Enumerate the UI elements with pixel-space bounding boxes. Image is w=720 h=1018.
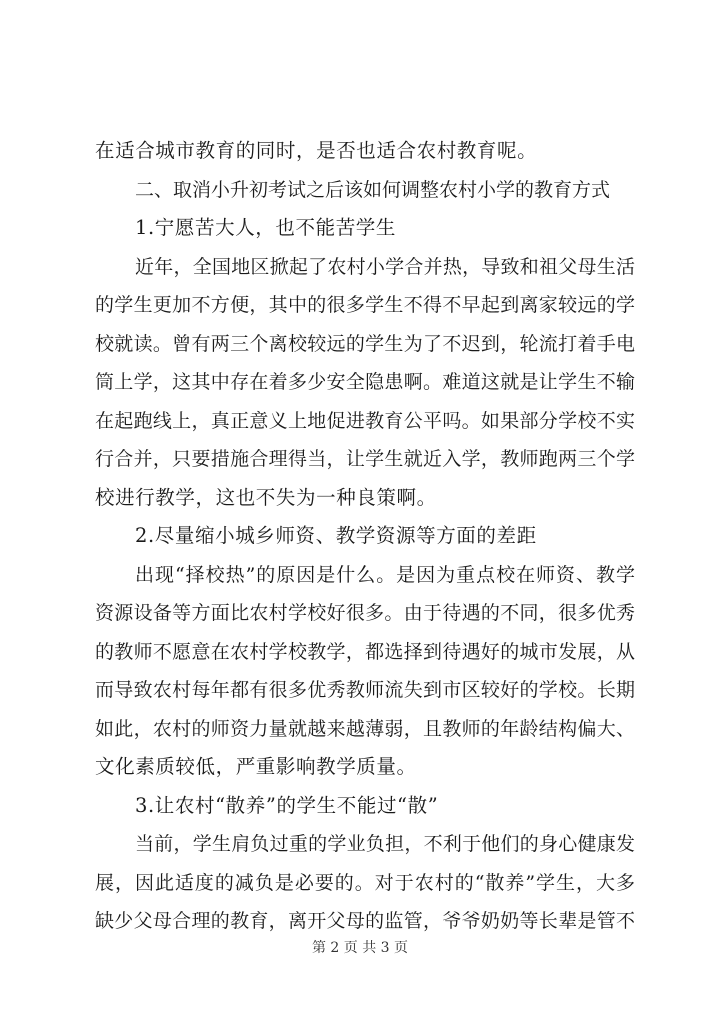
- line-text: 当前，学生肩负过重的学业负担，不利于他们的身心健康发: [135, 833, 635, 855]
- page-number-label: 第 2 页 共 3 页: [311, 940, 409, 956]
- text-line: [95, 440, 635, 479]
- line-text: 出现“择校热”的原因是什么。是因为重点校在师资、教学: [135, 563, 635, 586]
- line-text: 校进行教学，这也不失为一种良策啊。: [95, 485, 437, 509]
- text-line: [95, 710, 635, 749]
- line-text: 的学生更加不方便，其中的很多学生不得不早起到离家较远的学: [95, 294, 635, 316]
- text-line: [95, 171, 635, 210]
- line-text: 2.尽量缩小城乡师资、教学资源等方面的差距: [135, 524, 537, 547]
- text-line: [95, 517, 635, 556]
- line-text: 而导致农村每年都有很多优秀教师流失到市区较好的学校。长期: [95, 679, 635, 701]
- line-text: 行合并，只要措施合理得当，让学生就近入学，教师跑两三个学: [95, 448, 635, 470]
- text-line: [95, 132, 635, 171]
- line-text: 近年，全国地区掀起了农村小学合并热，导致和祖父母生活: [135, 255, 635, 278]
- text-line: [95, 479, 635, 518]
- text-line: [95, 402, 635, 441]
- text-line: [95, 787, 635, 826]
- line-text: 3.让农村“散养”的学生不能过“散”: [135, 793, 439, 817]
- text-line: [95, 825, 635, 864]
- text-line: [95, 248, 635, 287]
- line-text: 的教师不愿意在农村学校教学，都选择到待遇好的城市发展，从: [95, 640, 635, 663]
- line-text: 文化素质较低，严重影响教学质量。: [95, 755, 417, 778]
- text-line: [95, 556, 635, 595]
- text-line: [95, 363, 635, 402]
- text-line: [95, 671, 635, 710]
- line-text: 缺少父母合理的教育，离开父母的监管，爷爷奶奶等长辈是管不: [95, 910, 635, 932]
- line-text: 展，因此适度的减负是必要的。对于农村的“散养”学生，大多: [95, 871, 635, 894]
- page-number-footer: [0, 937, 720, 957]
- text-line: [95, 748, 635, 787]
- line-text: 如此，农村的师资力量就越来越薄弱，且教师的年龄结构偏大、: [95, 717, 635, 740]
- text-line: [95, 209, 635, 248]
- text-line: [95, 633, 635, 672]
- text-line: [95, 325, 635, 364]
- line-text: 1.宁愿苦大人，也不能苦学生: [135, 216, 397, 239]
- line-text: 筒上学，这其中存在着多少安全隐患啊。难道这就是让学生不输: [95, 371, 635, 393]
- text-line: [95, 864, 635, 903]
- line-text: 二、取消小升初考试之后该如何调整农村小学的教育方式: [135, 178, 611, 201]
- text-line: [95, 594, 635, 633]
- line-text: 在起跑线上，真正意义上地促进教育公平吗。如果部分学校不实: [95, 409, 635, 432]
- document-body: [95, 132, 635, 941]
- line-text: 校就读。曾有两三个离校较远的学生为了不迟到，轮流打着手电: [95, 332, 635, 355]
- text-line: [95, 902, 635, 941]
- line-text: 在适合城市教育的同时，是否也适合农村教育呢。: [95, 139, 538, 162]
- line-text: 资源设备等方面比农村学校好很多。由于待遇的不同，很多优秀: [95, 602, 635, 624]
- text-line: [95, 286, 635, 325]
